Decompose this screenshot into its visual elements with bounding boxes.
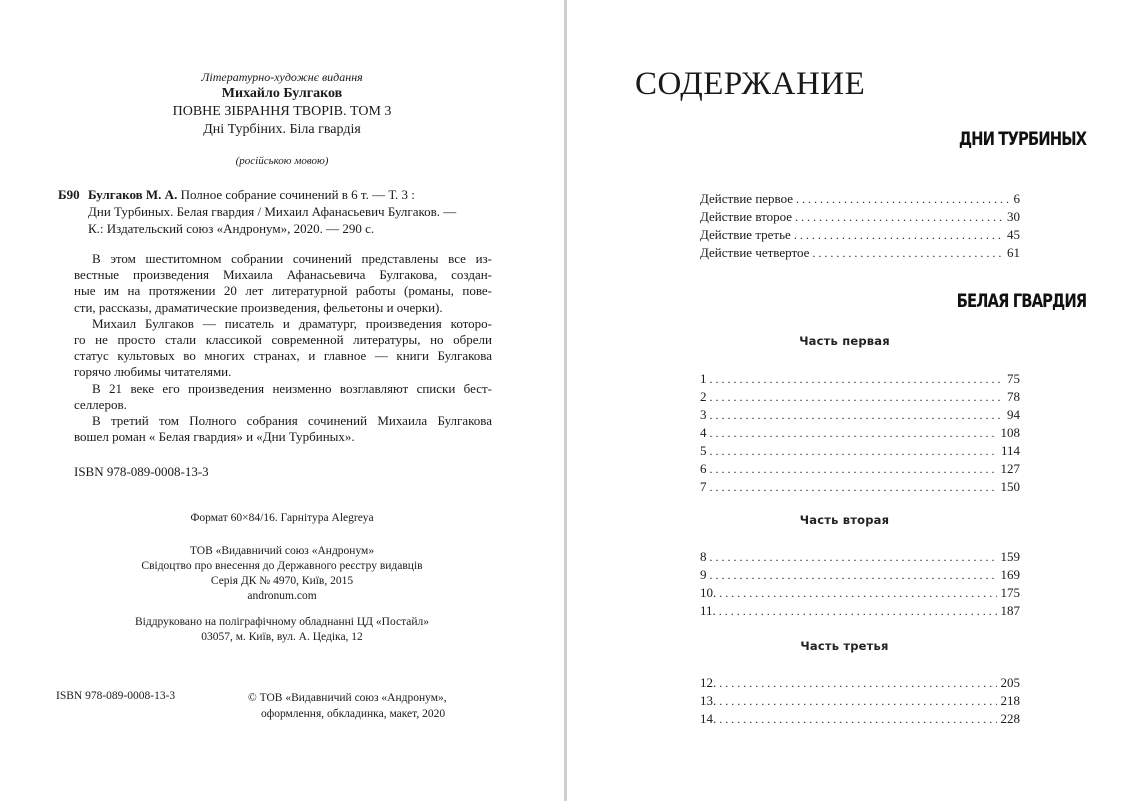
annotation-line: ные им на протяжении 20 лет литературной работы (романы, пове- bbox=[74, 283, 492, 299]
toc-entry-label: 13. bbox=[700, 693, 717, 708]
dot-leader bbox=[710, 406, 1004, 424]
toc-entry[interactable] bbox=[700, 602, 1020, 620]
toc-entry-label: 14. bbox=[700, 711, 717, 726]
publisher-website: andronum.com bbox=[247, 590, 317, 602]
dot-leader bbox=[719, 584, 996, 602]
toc-entry-page: 108 bbox=[1000, 425, 1020, 440]
toc-entry-page: 169 bbox=[1000, 567, 1020, 582]
toc-list-part-3 bbox=[700, 674, 1020, 728]
dot-leader bbox=[794, 226, 1003, 244]
dot-leader bbox=[796, 190, 1009, 208]
toc-entry-label: 5 bbox=[700, 443, 707, 458]
toc-entry[interactable] bbox=[700, 208, 1020, 226]
toc-entry[interactable] bbox=[700, 566, 1020, 584]
toc-entry-page: 127 bbox=[1000, 461, 1020, 476]
toc-entry-page: 150 bbox=[1000, 479, 1020, 494]
toc-entry-page: 30 bbox=[1007, 209, 1020, 224]
toc-entry-page: 75 bbox=[1007, 371, 1020, 386]
dot-leader bbox=[719, 710, 996, 728]
left-page-imprint bbox=[0, 0, 564, 801]
toc-entry-page: 61 bbox=[1007, 245, 1020, 260]
toc-entry[interactable] bbox=[700, 190, 1020, 208]
toc-entry-label: 8 bbox=[700, 549, 707, 564]
annotation-line: статус культовых во многих странах, и главное — книги Булгакова bbox=[74, 348, 492, 364]
copyright-line: © ТОВ «Видавничий союз «Андронум», bbox=[248, 692, 447, 704]
library-code: Б90 bbox=[58, 187, 80, 202]
part-title: Часть третья bbox=[800, 639, 889, 653]
language-note: (російською мовою) bbox=[235, 155, 329, 167]
toc-list-part-1 bbox=[700, 370, 1020, 496]
toc-entry[interactable] bbox=[700, 478, 1020, 496]
annotation-line: В третий том Полного собрания сочинений Михаила Булгакова bbox=[92, 413, 492, 429]
copyright-notice bbox=[248, 690, 447, 722]
biblio-line: К.: Издательский союз «Андронум», 2020. — 290 с. bbox=[88, 221, 375, 236]
toc-list-dni-turbinykh bbox=[700, 190, 1020, 262]
copyright-line: оформлення, обкладинка, макет, 2020 bbox=[261, 708, 446, 720]
work-title-dni-turbinykh: ДНИ ТУРБИНЫХ bbox=[958, 128, 1086, 150]
dot-leader bbox=[710, 460, 997, 478]
annotation-line: го не просто стали классикой современной литературы, но обрели bbox=[74, 332, 492, 348]
printing-house: Віддруковано на поліграфічному обладнанні ЦД «Постайл» bbox=[134, 616, 430, 628]
toc-entry-label: 2 bbox=[700, 389, 707, 404]
dot-leader bbox=[710, 548, 997, 566]
toc-entry-page: 6 bbox=[1013, 191, 1020, 206]
toc-entry-page: 228 bbox=[1000, 711, 1020, 726]
dot-leader bbox=[710, 566, 997, 584]
toc-entry-label: 6 bbox=[700, 461, 707, 476]
right-page-contents bbox=[567, 0, 1130, 801]
toc-entry-label: Действие третье bbox=[700, 227, 791, 242]
toc-entry[interactable] bbox=[700, 548, 1020, 566]
annotation-line: горячо любимы читателями. bbox=[74, 364, 232, 380]
dot-leader bbox=[710, 370, 1004, 388]
toc-entry[interactable] bbox=[700, 710, 1020, 728]
toc-entry-label: 4 bbox=[700, 425, 707, 440]
toc-entry[interactable] bbox=[700, 692, 1020, 710]
toc-entry-label: Действие четвертое bbox=[700, 245, 810, 260]
toc-entry-label: 1 bbox=[700, 371, 707, 386]
dot-leader bbox=[710, 478, 997, 496]
toc-entry[interactable] bbox=[700, 388, 1020, 406]
annotation bbox=[74, 251, 492, 445]
toc-title: СОДЕРЖАНИЕ bbox=[635, 66, 866, 102]
toc-entry-page: 205 bbox=[1000, 675, 1020, 690]
toc-entry-label: 3 bbox=[700, 407, 707, 422]
annotation-line: вошел роман « Белая гвардия» и «Дни Турбиных». bbox=[74, 429, 355, 445]
biblio-author: Булгаков М. А. bbox=[88, 187, 178, 202]
dot-leader bbox=[710, 442, 997, 460]
annotation-line: вестные произведения Михаила Афанасьевича Булгакова, создан- bbox=[74, 267, 492, 283]
toc-entry-page: 187 bbox=[1000, 603, 1020, 618]
toc-entry[interactable] bbox=[700, 442, 1020, 460]
toc-entry-page: 175 bbox=[1000, 585, 1020, 600]
annotation-line: В 21 веке его произведения неизменно возглавляют списки бест- bbox=[92, 380, 492, 396]
toc-entry[interactable] bbox=[700, 370, 1020, 388]
collection-title: ПОВНЕ ЗІБРАННЯ ТВОРІВ. ТОМ 3 bbox=[172, 104, 392, 119]
toc-entry-page: 45 bbox=[1007, 227, 1020, 242]
printing-address: 03057, м. Київ, вул. А. Цедіка, 12 bbox=[201, 631, 363, 643]
toc-list-part-2 bbox=[700, 548, 1020, 620]
toc-entry-page: 218 bbox=[1000, 693, 1020, 708]
certificate-series: Серія ДК № 4970, Київ, 2015 bbox=[210, 575, 354, 587]
toc-entry[interactable] bbox=[700, 406, 1020, 424]
toc-entry-page: 78 bbox=[1007, 389, 1020, 404]
format-info: Формат 60×84/16. Гарнітура Alegreya bbox=[190, 512, 374, 524]
toc-entry-page: 94 bbox=[1007, 407, 1020, 422]
dot-leader bbox=[719, 602, 997, 620]
dot-leader bbox=[719, 692, 996, 710]
toc-entry[interactable] bbox=[700, 584, 1020, 602]
dot-leader bbox=[710, 424, 997, 442]
dot-leader bbox=[812, 244, 1003, 262]
toc-entry[interactable] bbox=[700, 460, 1020, 478]
annotation-line: селлеров. bbox=[74, 396, 127, 412]
dot-leader bbox=[710, 388, 1004, 406]
annotation-line: Михаил Булгаков — писатель и драматург, произведения которо- bbox=[92, 315, 492, 331]
toc-entry-label: 11. bbox=[700, 603, 716, 618]
dot-leader bbox=[795, 208, 1003, 226]
work-title-belaya-gvardiya: БЕЛАЯ ГВАРДИЯ bbox=[956, 290, 1086, 312]
toc-entry[interactable] bbox=[700, 244, 1020, 262]
registry-certificate: Свідоцтво про внесення до Державного реєстру видавців bbox=[141, 560, 423, 572]
isbn-footer: ISBN 978-089-0008-13-3 bbox=[56, 690, 176, 702]
annotation-line: сти, рассказы, драматические произведения, фельетоны и очерки). bbox=[74, 299, 443, 315]
toc-entry[interactable] bbox=[700, 424, 1020, 442]
author-name: Михайло Булгаков bbox=[221, 86, 343, 101]
part-title: Часть вторая bbox=[799, 513, 890, 527]
edition-type: Літературно-художнє видання bbox=[201, 70, 363, 84]
part-title: Часть первая bbox=[799, 334, 890, 348]
toc-entry-label: Действие первое bbox=[700, 191, 794, 206]
toc-entry[interactable] bbox=[700, 674, 1020, 692]
toc-entry-label: 7 bbox=[700, 479, 707, 494]
biblio-line: Полное собрание сочинений в 6 т. — Т. 3 : bbox=[177, 187, 415, 202]
toc-entry[interactable] bbox=[700, 226, 1020, 244]
annotation-line: В этом шеститомном собрании сочинений представлены все из- bbox=[92, 251, 492, 266]
toc-entry-label: 10. bbox=[700, 585, 717, 600]
toc-entry-label: 9 bbox=[700, 567, 707, 582]
publisher: ТОВ «Видавничий союз «Андронум» bbox=[189, 545, 375, 557]
isbn-main: ISBN 978-089-0008-13-3 bbox=[74, 464, 209, 479]
toc-entry-page: 159 bbox=[1000, 549, 1020, 564]
toc-entry-label: Действие второе bbox=[700, 209, 793, 224]
toc-entry-page: 114 bbox=[1000, 443, 1020, 458]
toc-entry-label: 12. bbox=[700, 675, 717, 690]
volume-title: Дні Турбіних. Біла гвардія bbox=[203, 122, 361, 137]
biblio-line: Дни Турбиных. Белая гвардия / Михаил Афанасьевич Булгаков. — bbox=[88, 204, 457, 219]
dot-leader bbox=[719, 674, 996, 692]
